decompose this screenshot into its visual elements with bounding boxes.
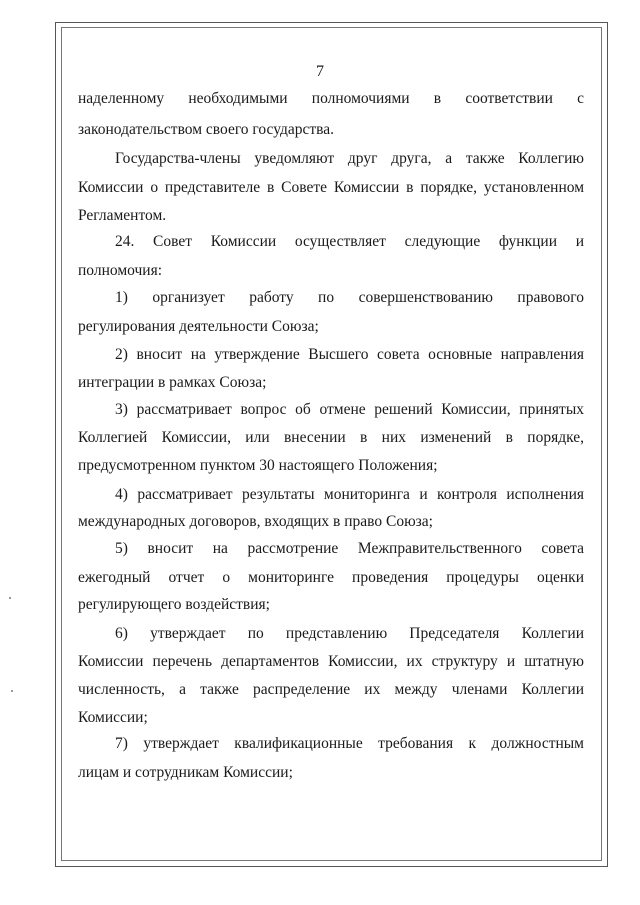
text-line: Коллегией Комиссии, или внесении в них изменений в порядке, xyxy=(78,429,584,446)
text-line: 7) утверждает квалификационные требования к должностным xyxy=(115,735,584,752)
text-line: Комиссии; xyxy=(78,709,148,726)
text-line: ежегодный отчет о мониторинге проведения процедуры оценки xyxy=(78,569,584,586)
scan-speck xyxy=(11,690,13,692)
scan-speck xyxy=(9,597,11,599)
page-number: 7 xyxy=(316,63,324,80)
text-line: 1) организует работу по совершенствованию правового xyxy=(115,289,584,306)
text-line: Регламентом. xyxy=(78,207,167,224)
text-line: предусмотренном пунктом 30 настоящего Положения; xyxy=(78,457,438,474)
text-line: 3) рассматривает вопрос об отмене решений Комиссии, принятых xyxy=(115,401,584,418)
text-line: 4) рассматривает результаты мониторинга и контроля исполнения xyxy=(115,486,584,503)
text-line: законодательством своего государства. xyxy=(78,121,335,138)
text-line: Государства-члены уведомляют друг друга, а также Коллегию xyxy=(115,150,584,167)
text-line: Комиссии перечень департаментов Комиссии, их структуру и штатную xyxy=(78,653,584,670)
text-line: международных договоров, входящих в право Союза; xyxy=(78,513,433,530)
text-line: численность, а также распределение их между членами Коллегии xyxy=(78,681,584,698)
text-line: Комиссии о представителе в Совете Комиссии в порядке, установленном xyxy=(78,179,584,196)
text-line: регулирующего воздействия; xyxy=(78,596,270,613)
text-line: полномочия: xyxy=(78,262,163,279)
text-line: регулирования деятельности Союза; xyxy=(78,318,319,335)
text-line: лицам и сотрудникам Комиссии; xyxy=(78,764,293,781)
text-line: 6) утверждает по представлению Председателя Коллегии xyxy=(115,625,584,642)
text-line: 24. Совет Комиссии осуществляет следующие функции и xyxy=(115,233,584,250)
text-line: 5) вносит на рассмотрение Межправительственного совета xyxy=(115,540,584,557)
text-line: наделенному необходимыми полномочиями в соответствии с xyxy=(78,90,584,107)
text-line: интеграции в рамках Союза; xyxy=(78,374,267,391)
text-line: 2) вносит на утверждение Высшего совета основные направления xyxy=(115,346,584,363)
